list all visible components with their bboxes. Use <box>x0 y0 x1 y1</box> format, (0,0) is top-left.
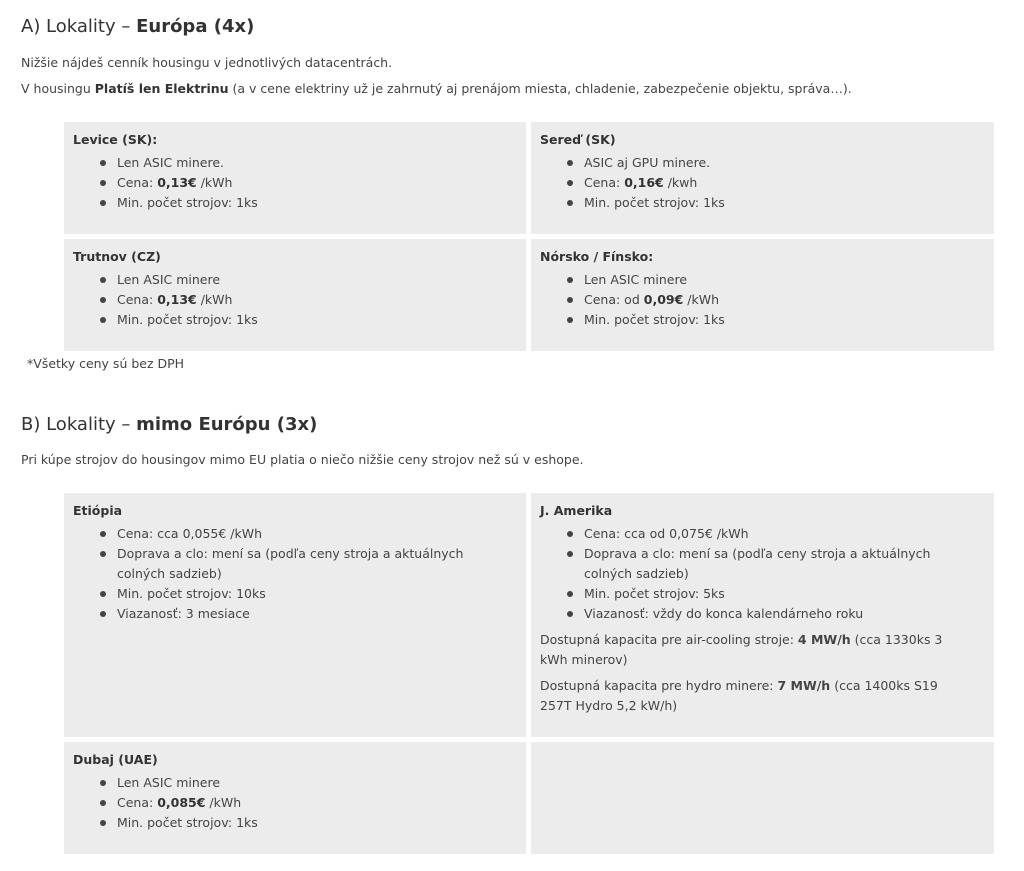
list-item <box>117 773 516 793</box>
location-card-trutnov <box>64 239 526 351</box>
item-text: Min. počet strojov: 1ks <box>584 195 725 210</box>
card-title: Levice (SK): <box>73 132 158 147</box>
card-list <box>73 524 516 624</box>
list-item <box>584 524 964 544</box>
list-item <box>584 193 984 213</box>
empty-card <box>531 742 994 854</box>
item-text: Min. počet strojov: 1ks <box>117 195 258 210</box>
list-item <box>117 544 496 584</box>
item-unit: /kWh <box>683 292 720 307</box>
item-text: Min. počet strojov: 1ks <box>117 815 258 830</box>
list-item <box>584 584 964 604</box>
item-text: Viazanosť: vždy do konca kalendárneho roku <box>584 606 864 621</box>
list-item <box>117 584 496 604</box>
item-text: Cena: <box>117 175 158 190</box>
capacity-text: Dostupná kapacita pre air-cooling stroje: <box>540 632 798 647</box>
item-text: Doprava a clo: mení sa (podľa ceny stroja a aktuálnych colných sadzieb) <box>584 546 931 581</box>
item-text: Min. počet strojov: 1ks <box>117 312 258 327</box>
card-title: J. Amerika <box>540 503 613 518</box>
list-item <box>584 173 984 193</box>
capacity-value: 7 MW/h <box>777 678 831 693</box>
item-text: Viazanosť: 3 mesiace <box>117 606 250 621</box>
item-text: Cena: <box>584 175 625 190</box>
section-b-intro: Pri kúpe strojov do housingov mimo EU platia o niečo nižšie ceny strojov než sú v eshope. <box>21 452 584 467</box>
list-item <box>584 310 984 330</box>
list-item <box>117 153 516 173</box>
capacity-air-cooling <box>540 630 984 670</box>
capacity-detail: (cca 1330ks 3 kWh minerov) <box>540 632 943 667</box>
section-a-heading-prefix: A) Lokality – <box>21 16 137 37</box>
section-b-heading-prefix: B) Lokality – <box>21 414 137 435</box>
capacity-text: Dostupná kapacita pre hydro minere: <box>540 678 778 693</box>
item-text: Min. počet strojov: 1ks <box>584 312 725 327</box>
intro-2-bold: Platíš len Elektrinu <box>94 81 229 96</box>
list-item <box>117 793 516 813</box>
item-unit: /kWh <box>196 175 233 190</box>
intro-2-suffix: (a v cene elektriny už je zahrnutý aj prenájom miesta, chladenie, zabezpečenie objektu, správa…). <box>228 81 852 96</box>
location-card-sered <box>531 122 994 234</box>
item-price: 0,085€ <box>157 795 206 810</box>
item-text: Cena: cca od 0,075€ /kWh <box>584 526 749 541</box>
location-card-dubaj <box>64 742 526 854</box>
item-text: Cena: cca 0,055€ /kWh <box>117 526 263 541</box>
list-item <box>584 544 964 584</box>
section-b-heading <box>21 414 317 435</box>
location-card-etiopia <box>64 493 526 737</box>
section-a-intro-2 <box>21 81 852 96</box>
section-a-heading-bold: Európa (4x) <box>136 16 255 37</box>
item-text: Len ASIC minere <box>117 272 221 287</box>
item-text: Len ASIC minere <box>584 272 688 287</box>
card-list <box>540 270 984 330</box>
item-price: 0,13€ <box>157 292 197 307</box>
list-item <box>117 173 516 193</box>
list-item <box>117 290 516 310</box>
item-text: Cena: <box>117 795 158 810</box>
list-item <box>584 604 964 624</box>
capacity-detail: (cca 1400ks S19 257T Hydro 5,2 kW/h) <box>540 678 938 713</box>
intro-2-prefix: V housingu <box>21 81 95 96</box>
list-item <box>117 193 516 213</box>
card-list <box>540 524 984 624</box>
location-card-levice <box>64 122 526 234</box>
list-item <box>584 270 984 290</box>
item-text: Min. počet strojov: 10ks <box>117 586 266 601</box>
item-text: Min. počet strojov: 5ks <box>584 586 725 601</box>
item-text: Doprava a clo: mení sa (podľa ceny stroja a aktuálnych colných sadzieb) <box>117 546 464 581</box>
item-text: Len ASIC minere <box>117 775 221 790</box>
card-title: Nórsko / Fínsko: <box>540 249 654 264</box>
list-item <box>584 153 984 173</box>
location-card-j-amerika <box>531 493 994 737</box>
card-list <box>73 270 516 330</box>
item-unit: /kWh <box>205 795 242 810</box>
capacity-hydro <box>540 676 984 716</box>
item-price: 0,13€ <box>157 175 197 190</box>
item-price: 0,16€ <box>624 175 664 190</box>
item-text: Cena: <box>117 292 158 307</box>
item-text: ASIC aj GPU minere. <box>584 155 711 170</box>
card-list <box>73 773 516 833</box>
card-list <box>540 153 984 213</box>
card-title: Trutnov (CZ) <box>73 249 161 264</box>
section-b-heading-bold: mimo Európu (3x) <box>136 414 318 435</box>
item-text: Cena: od <box>584 292 644 307</box>
list-item <box>584 290 984 310</box>
item-unit: /kWh <box>196 292 233 307</box>
list-item <box>117 604 496 624</box>
card-list <box>73 153 516 213</box>
card-title: Sereď (SK) <box>540 132 616 147</box>
card-title: Etiópia <box>73 503 123 518</box>
item-unit: /kwh <box>663 175 698 190</box>
location-card-norsko-finsko <box>531 239 994 351</box>
vat-note: *Všetky ceny sú bez DPH <box>27 356 185 371</box>
item-price: 0,09€ <box>643 292 684 307</box>
card-title: Dubaj (UAE) <box>73 752 158 767</box>
list-item <box>117 310 516 330</box>
list-item <box>117 813 516 833</box>
capacity-value: 4 MW/h <box>797 632 851 647</box>
item-text: Len ASIC minere. <box>117 155 224 170</box>
list-item <box>117 270 516 290</box>
section-a-heading <box>21 16 254 37</box>
section-a-intro-1: Nižšie nájdeš cenník housingu v jednotlivých datacentrách. <box>21 55 393 70</box>
list-item <box>117 524 496 544</box>
